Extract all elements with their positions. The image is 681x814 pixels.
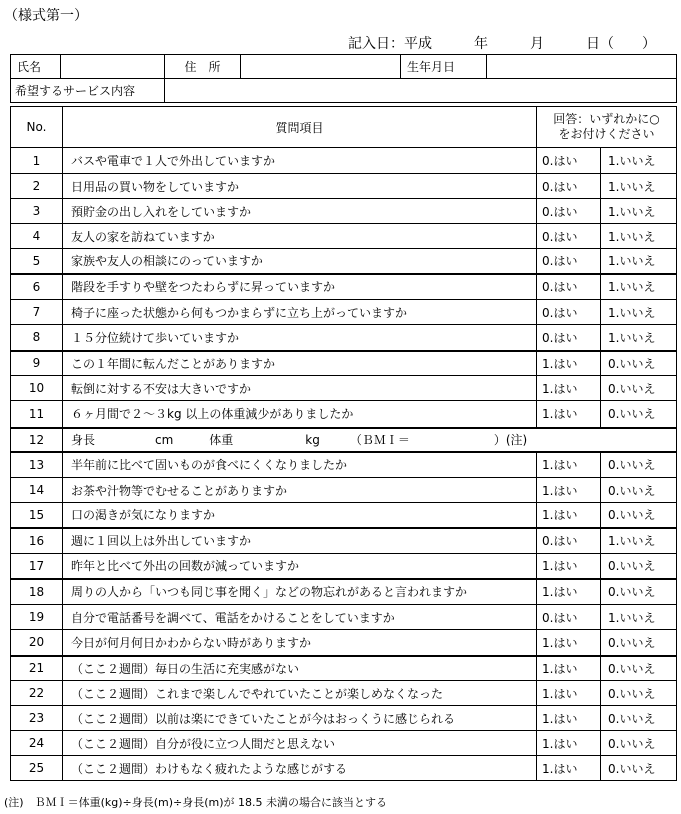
answer-option-yes[interactable]: 1.はい [537, 656, 601, 681]
table-row [11, 681, 677, 706]
no-header: No. [11, 107, 63, 148]
table-row [11, 656, 677, 681]
answer-option-no[interactable]: 0.いいえ [601, 706, 677, 731]
question-text: 日用品の買い物をしていますか [63, 174, 537, 199]
question-text: ６ヶ月間で２～３kg 以上の体重減少がありましたか [63, 401, 537, 428]
question-text: 昨年と比べて外出の回数が減っていますか [63, 554, 537, 579]
answer-option-yes[interactable]: 1.はい [537, 351, 601, 376]
answer-option-no[interactable]: 0.いいえ [601, 401, 677, 428]
answer-option-no[interactable]: 0.いいえ [601, 351, 677, 376]
question-text: 家族や友人の相談にのっていますか [63, 249, 537, 274]
question-header: 質問項目 [63, 107, 537, 148]
birthdate-label: 生年月日 [401, 55, 487, 79]
question-text: （ここ２週間）これまで楽しんでやれていたことが楽しめなくなった [63, 681, 537, 706]
name-label: 氏名 [11, 55, 61, 79]
question-text: 口の渇きが気になりますか [63, 503, 537, 528]
name-field[interactable] [61, 55, 165, 79]
table-row [11, 325, 677, 351]
answer-option-no[interactable]: 1.いいえ [601, 325, 677, 351]
table-row [11, 174, 677, 199]
answer-option-yes[interactable]: 0.はい [537, 249, 601, 274]
answer-option-yes[interactable]: 0.はい [537, 300, 601, 325]
answer-option-no[interactable]: 0.いいえ [601, 503, 677, 528]
service-label: 希望するサービス内容 [11, 79, 165, 103]
question-text: 椅子に座った状態から何もつかまらずに立ち上がっていますか [63, 300, 537, 325]
question-text: １５分位続けて歩いていますか [63, 325, 537, 351]
answer-option-yes[interactable]: 0.はい [537, 605, 601, 630]
answer-option-no[interactable]: 0.いいえ [601, 630, 677, 656]
address-field[interactable] [241, 55, 401, 79]
answer-option-yes[interactable]: 0.はい [537, 224, 601, 249]
birthdate-field[interactable] [487, 55, 677, 79]
row-number: 16 [11, 528, 63, 554]
answer-option-yes[interactable]: 1.はい [537, 503, 601, 528]
row-number: 10 [11, 376, 63, 401]
answer-option-yes[interactable]: 1.はい [537, 554, 601, 579]
question-text: 階段を手すりや壁をつたわらずに昇っていますか [63, 274, 537, 300]
table-row [11, 199, 677, 224]
answer-option-no[interactable]: 0.いいえ [601, 756, 677, 781]
question-text: 半年前に比べて固いものが食べにくくなりましたか [63, 452, 537, 478]
answer-option-yes[interactable]: 0.はい [537, 325, 601, 351]
answer-option-yes[interactable]: 1.はい [537, 731, 601, 756]
table-row [11, 376, 677, 401]
answer-option-yes[interactable]: 1.はい [537, 401, 601, 428]
row-number: 9 [11, 351, 63, 376]
checklist-table [10, 106, 677, 781]
service-field[interactable] [165, 79, 677, 103]
answer-option-yes[interactable]: 0.はい [537, 199, 601, 224]
row-number: 7 [11, 300, 63, 325]
answer-option-yes[interactable]: 1.はい [537, 630, 601, 656]
address-label: 住 所 [165, 55, 241, 79]
answer-option-yes[interactable]: 1.はい [537, 756, 601, 781]
answer-option-no[interactable]: 0.いいえ [601, 452, 677, 478]
question-text: （ここ２週間）毎日の生活に充実感がない [63, 656, 537, 681]
answer-header [537, 107, 677, 148]
question-text: 友人の家を訪ねていますか [63, 224, 537, 249]
row-number: 5 [11, 249, 63, 274]
table-row [11, 224, 677, 249]
answer-option-yes[interactable]: 0.はい [537, 528, 601, 554]
question-text: （ここ２週間）自分が役に立つ人間だと思えない [63, 731, 537, 756]
row-number: 4 [11, 224, 63, 249]
answer-option-yes[interactable]: 0.はい [537, 174, 601, 199]
row-number: 12 [11, 428, 63, 452]
row-number: 19 [11, 605, 63, 630]
row-number: 22 [11, 681, 63, 706]
table-row [11, 452, 677, 478]
answer-option-yes[interactable]: 1.はい [537, 706, 601, 731]
answer-option-yes[interactable]: 1.はい [537, 452, 601, 478]
answer-option-yes[interactable]: 1.はい [537, 681, 601, 706]
answer-option-yes[interactable]: 0.はい [537, 148, 601, 174]
answer-option-no[interactable]: 0.いいえ [601, 681, 677, 706]
row-number: 25 [11, 756, 63, 781]
question-text: 預貯金の出し入れをしていますか [63, 199, 537, 224]
table-row [11, 249, 677, 274]
row-number: 14 [11, 478, 63, 503]
row-number: 18 [11, 579, 63, 605]
answer-option-yes[interactable]: 1.はい [537, 376, 601, 401]
question-text: 週に１回以上は外出していますか [63, 528, 537, 554]
row-number: 21 [11, 656, 63, 681]
bmi-input-row-text[interactable]: 身長 cm 体重 kg （ＢＭＩ＝ ）(注) [63, 428, 677, 452]
applicant-info-table [10, 54, 677, 103]
answer-option-yes[interactable]: 1.はい [537, 579, 601, 605]
table-row [11, 478, 677, 503]
question-text: 今日が何月何日かわからない時がありますか [63, 630, 537, 656]
form-label: （様式第一） [4, 8, 88, 24]
row-number: 2 [11, 174, 63, 199]
table-row [11, 528, 677, 554]
row-number: 20 [11, 630, 63, 656]
answer-option-no[interactable]: 0.いいえ [601, 554, 677, 579]
question-text: （ここ２週間）わけもなく疲れたような感じがする [63, 756, 537, 781]
question-text: お茶や汁物等でむせることがありますか [63, 478, 537, 503]
row-number: 3 [11, 199, 63, 224]
answer-option-no[interactable]: 0.いいえ [601, 656, 677, 681]
row-number: 1 [11, 148, 63, 174]
row-number: 17 [11, 554, 63, 579]
question-text: この１年間に転んだことがありますか [63, 351, 537, 376]
table-row [11, 503, 677, 528]
table-row [11, 428, 677, 452]
answer-option-yes[interactable]: 1.はい [537, 478, 601, 503]
table-row [11, 401, 677, 428]
table-row [11, 148, 677, 174]
answer-header-line1: 回答：いずれかに○ [553, 112, 660, 126]
answer-option-no[interactable]: 1.いいえ [601, 274, 677, 300]
table-row [11, 630, 677, 656]
table-row [11, 351, 677, 376]
table-row [11, 579, 677, 605]
answer-header-line2: をお付けください [558, 127, 655, 141]
answer-option-no[interactable]: 1.いいえ [601, 224, 677, 249]
question-text: （ここ２週間）以前は楽にできていたことが今はおっくうに感じられる [63, 706, 537, 731]
table-row [11, 274, 677, 300]
entry-date-line: 記入日：平成 年 月 日（ ） [348, 36, 656, 52]
answer-option-yes[interactable]: 0.はい [537, 274, 601, 300]
answer-option-no[interactable]: 1.いいえ [601, 199, 677, 224]
answer-option-no[interactable]: 1.いいえ [601, 249, 677, 274]
table-row [11, 756, 677, 781]
row-number: 11 [11, 401, 63, 428]
answer-option-no[interactable]: 0.いいえ [601, 731, 677, 756]
table-row [11, 731, 677, 756]
table-row [11, 554, 677, 579]
table-row [11, 706, 677, 731]
question-text: バスや電車で１人で外出していますか [63, 148, 537, 174]
row-number: 8 [11, 325, 63, 351]
question-text: 自分で電話番号を調べて、電話をかけることをしていますか [63, 605, 537, 630]
table-row [11, 605, 677, 630]
bmi-note: (注) ＢＭＩ＝体重(kg)÷身長(m)÷身長(m)が 18.5 未満の場合に該当とする [4, 796, 388, 809]
row-number: 15 [11, 503, 63, 528]
table-row [11, 300, 677, 325]
row-number: 13 [11, 452, 63, 478]
answer-option-no[interactable]: 1.いいえ [601, 605, 677, 630]
row-number: 23 [11, 706, 63, 731]
answer-option-no[interactable]: 1.いいえ [601, 148, 677, 174]
question-text: 転倒に対する不安は大きいですか [63, 376, 537, 401]
answer-option-no[interactable]: 0.いいえ [601, 376, 677, 401]
question-text: 周りの人から「いつも同じ事を聞く」などの物忘れがあると言われますか [63, 579, 537, 605]
answer-option-no[interactable]: 1.いいえ [601, 528, 677, 554]
answer-option-no[interactable]: 0.いいえ [601, 478, 677, 503]
row-number: 6 [11, 274, 63, 300]
answer-option-no[interactable]: 0.いいえ [601, 579, 677, 605]
answer-option-no[interactable]: 1.いいえ [601, 300, 677, 325]
answer-option-no[interactable]: 1.いいえ [601, 174, 677, 199]
row-number: 24 [11, 731, 63, 756]
